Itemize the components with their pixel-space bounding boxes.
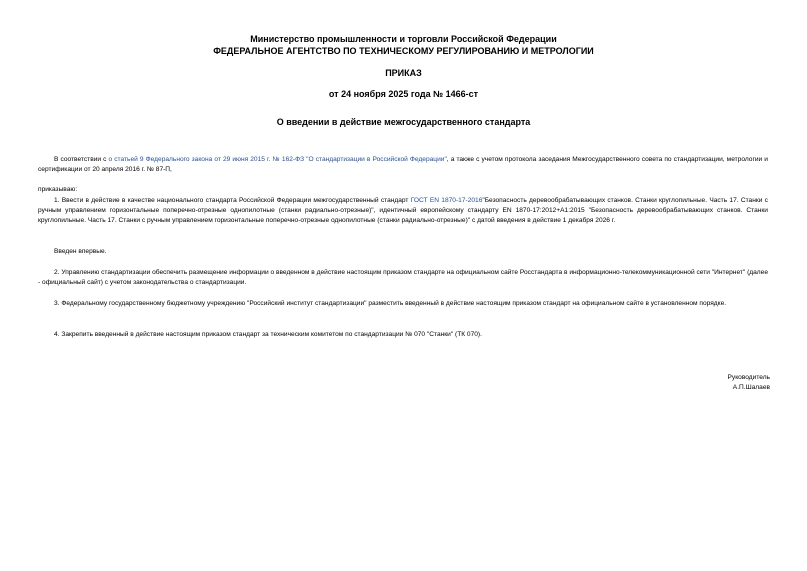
signature-title: Руководитель bbox=[727, 374, 770, 381]
intro-prefix: В соответствии с bbox=[54, 156, 109, 163]
order-item-4: 4. Закрепить введенный в действие настоящим приказом стандарт за техническим комитетом по стандартизации № 070 "Станки" (ТК 070). bbox=[54, 331, 482, 338]
law-link[interactable]: о статьей 9 Федерального закона от 29 июня 2015 г. № 162-ФЗ "О стандартизации в Российской Федерации" bbox=[108, 156, 447, 163]
intro-suffix: , а также с учетом протокола заседания Межгосударственного совета по стандартизации, метрологии и сертификации от 20 апреля 2016 г. № 87-П, bbox=[38, 156, 768, 173]
item1-prefix: 1. Ввести в действие в качестве национального стандарта Российской Федерации межгосударственный стандарт bbox=[54, 197, 411, 204]
document-date-number: от 24 ноября 2025 года № 1466-ст bbox=[328, 89, 479, 99]
intro-paragraph bbox=[38, 155, 768, 175]
signature-name: А.П.Шалаев bbox=[732, 384, 770, 391]
document-subject: О введении в действие межгосударственного стандарта bbox=[276, 117, 531, 127]
ordered-label: приказываю: bbox=[38, 186, 78, 193]
ministry-name: Министерство промышленности и торговли Российской Федерации bbox=[250, 34, 557, 44]
document-type: ПРИКАЗ bbox=[385, 68, 422, 78]
introduced-note: Введен впервые. bbox=[54, 248, 107, 255]
order-item-3: 3. Федеральному государственному бюджетному учреждению "Российский институт стандартизации" разместить введенный в действие настоящим приказом стандарт на официальном сайте в установленном порядке. bbox=[54, 300, 727, 307]
order-item-1 bbox=[38, 196, 768, 226]
agency-name: ФЕДЕРАЛЬНОЕ АГЕНТСТВО ПО ТЕХНИЧЕСКОМУ РЕГУЛИРОВАНИЮ И МЕТРОЛОГИИ bbox=[213, 46, 594, 56]
order-item-2: 2. Управлению стандартизации обеспечить размещение информации о введенном в действие настоящим приказом стандарте на официальном сайте Росстандарта в информационно-телекоммуникационной сети "Интернет" (далее - официальный сайт) с учетом законодательства о стандартизации. bbox=[38, 269, 768, 286]
standard-link[interactable]: ГОСТ EN 1870-17-2016 bbox=[410, 197, 483, 204]
item1-suffix: "Безопасность деревообрабатывающих станков. Станки круглопильные. Часть 17. Станки с ручным управлением горизонтальные поперечно-отрезные однопилотные (станки радиально-отрезные)", идентичный европейскому стандарту EN 1870-17:2012+A1:2015 "Безопасность деревообрабатывающих станков. Станки круглопильные. Часть 17. Станки с ручным управлением горизонтальные поперечно-отрезные однопилотные (станки радиально-отрезные)" с датой введения в действие 1 декабря 2026 г. bbox=[38, 197, 768, 224]
